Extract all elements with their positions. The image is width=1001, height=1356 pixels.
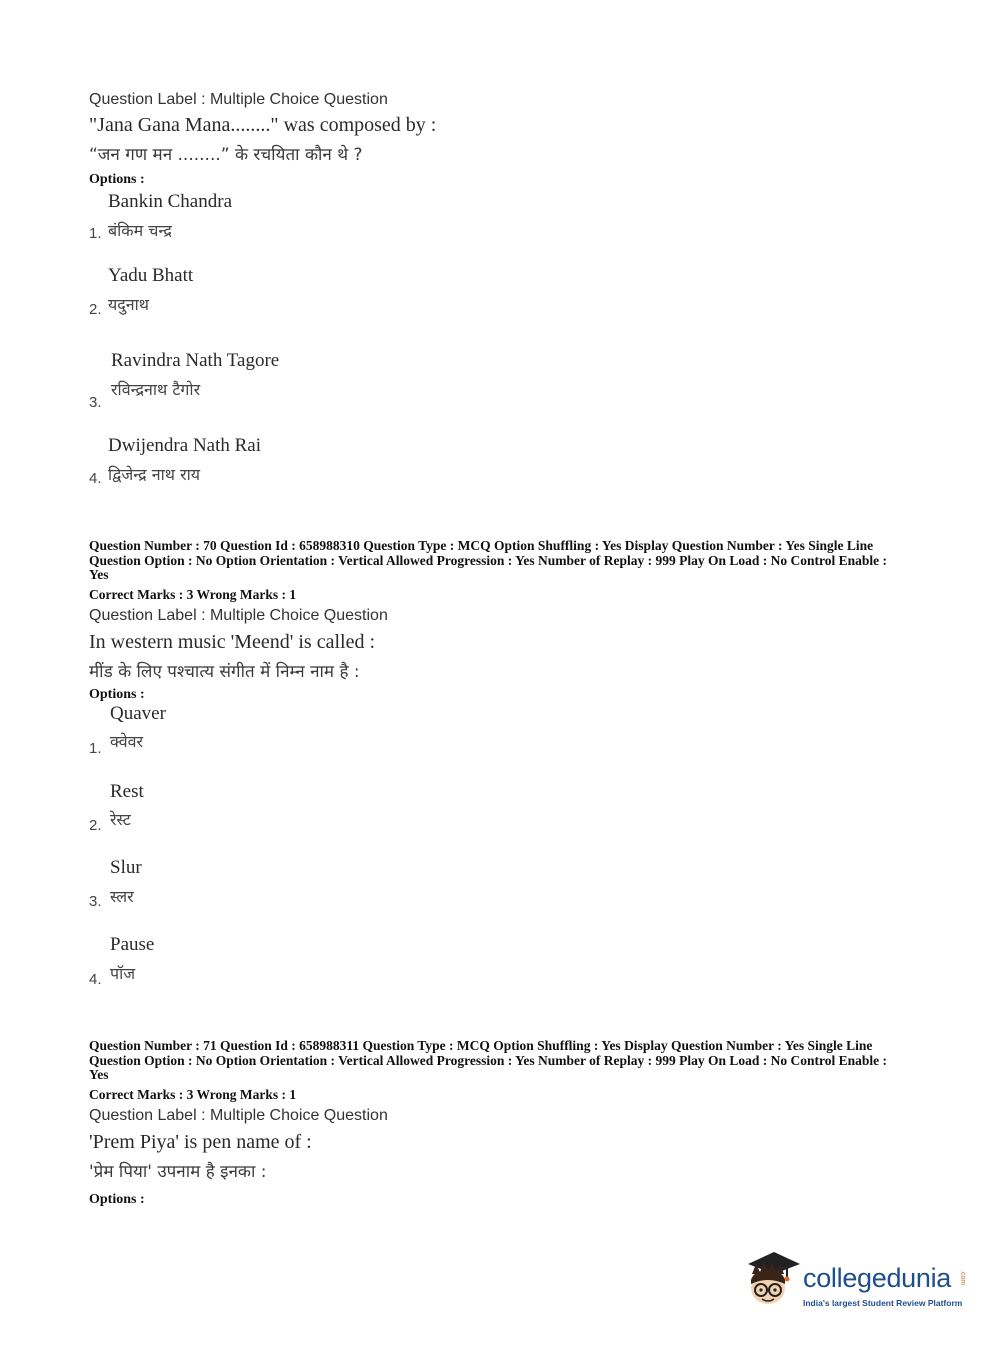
option-4-number: 4.: [89, 971, 102, 988]
option-3-text-en: Ravindra Nath Tagore: [111, 350, 280, 371]
option-1-text-en: Bankin Chandra: [108, 191, 233, 212]
question-meta: Question Number : 71 Question Id : 658988311 Question Type : MCQ Option Shuffling : Yes Display Question Number : Yes Single Line Question Option : No Option Orientation : Vertical Allowed Progression : Yes Number of Replay : 999 Play On Load : No Control Enable : Yes: [89, 1038, 888, 1082]
brand-tagline: India's largest Student Review Platform: [803, 1298, 963, 1308]
question-label: Question Label : Multiple Choice Question: [89, 91, 388, 108]
option-3-number: 3.: [89, 394, 102, 411]
option-1-text-hi: क्वेवर: [110, 732, 144, 751]
question-text-hi: 'प्रेम पिया' उपनाम है इनका :: [89, 1162, 267, 1182]
option-2-text-hi: यदुनाथ: [108, 295, 150, 314]
brand-name: collegedunia: [803, 1263, 952, 1293]
option-4-text-hi: पॉज: [110, 964, 136, 983]
option-1-text-en: Quaver: [110, 703, 166, 724]
option-4-text-hi: द्विजेन्द्र नाथ राय: [108, 465, 201, 484]
question-label: Question Label : Multiple Choice Question: [89, 607, 388, 624]
option-3-number: 3.: [89, 893, 102, 910]
options-label: Options :: [89, 687, 145, 702]
mascot-icon: [742, 1250, 802, 1312]
option-2-text-en: Yadu Bhatt: [108, 265, 194, 286]
options-label: Options :: [89, 172, 145, 187]
marks-line: Correct Marks : 3 Wrong Marks : 1: [89, 587, 297, 602]
question-text-en: "Jana Gana Mana........" was composed by :: [89, 114, 437, 136]
question-meta: Question Number : 70 Question Id : 658988310 Question Type : MCQ Option Shuffling : Yes Display Question Number : Yes Single Line Question Option : No Option Orientation : Vertical Allowed Progression : Yes Number of Replay : 999 Play On Load : No Control Enable : Yes: [89, 538, 888, 582]
brand-domain: .com: [959, 1270, 966, 1286]
option-3-text-en: Slur: [110, 857, 142, 878]
options-label: Options :: [89, 1192, 145, 1207]
marks-line: Correct Marks : 3 Wrong Marks : 1: [89, 1087, 297, 1102]
option-3-text-hi: रविन्द्रनाथ टैगोर: [111, 380, 201, 399]
option-2-text-en: Rest: [110, 781, 144, 802]
option-2-number: 2.: [89, 301, 102, 318]
option-1-number: 1.: [89, 225, 102, 242]
question-text-en: 'Prem Piya' is pen name of :: [89, 1131, 312, 1153]
option-3-text-hi: स्लर: [110, 887, 134, 906]
question-label: Question Label : Multiple Choice Question: [89, 1107, 388, 1124]
question-text-hi: मींड के लिए पश्चात्य संगीत में निम्न नाम है :: [89, 662, 360, 682]
question-text-hi: “जन गण मन ........” के रचयिता कौन थे ?: [89, 145, 363, 165]
option-1-number: 1.: [89, 740, 102, 757]
question-text-en: In western music 'Meend' is called :: [89, 631, 376, 653]
option-4-number: 4.: [89, 470, 102, 487]
option-2-text-hi: रेस्ट: [110, 810, 131, 829]
option-1-text-hi: बंकिम चन्द्र: [108, 221, 172, 240]
option-2-number: 2.: [89, 817, 102, 834]
option-4-text-en: Pause: [110, 934, 155, 955]
option-4-text-en: Dwijendra Nath Rai: [108, 435, 262, 456]
